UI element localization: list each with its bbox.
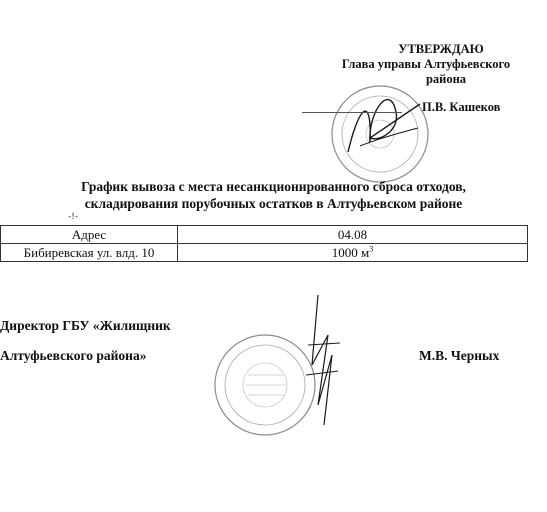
title-line2: складирования порубочных остатков в Алтуфьевском районе xyxy=(84,196,463,211)
director-position-line1: Директор ГБУ «Жилищник xyxy=(0,318,171,333)
volume-unit-sup: 3 xyxy=(369,244,374,254)
approval-name: П.В. Кашеков xyxy=(422,100,501,114)
table-row xyxy=(1,244,528,262)
document-title xyxy=(0,178,547,212)
approval-position-line1: Глава управы Алтуфьевского xyxy=(341,57,511,71)
header-address: Адрес xyxy=(1,226,178,244)
official-seal-bottom xyxy=(200,285,360,455)
header-date: 04.08 xyxy=(178,226,528,244)
approval-signature-line xyxy=(302,112,402,113)
margin-mark: -!- xyxy=(68,212,79,222)
schedule-table xyxy=(0,225,528,262)
approval-heading: УТВЕРЖДАЮ xyxy=(398,42,484,56)
volume-value: 1000 м xyxy=(331,245,370,260)
cell-address: Бибиревская ул. влд. 10 xyxy=(1,244,178,262)
title-line1: График вывоза с места несанкционированного сброса отходов, xyxy=(81,179,466,194)
approval-position-line2: района xyxy=(425,72,467,86)
table-header-row xyxy=(1,226,528,244)
director-position-line2: Алтуфьевского района» xyxy=(0,348,147,363)
cell-volume xyxy=(178,244,528,262)
approval-block xyxy=(300,42,532,114)
director-name: М.В. Черных xyxy=(419,348,500,363)
